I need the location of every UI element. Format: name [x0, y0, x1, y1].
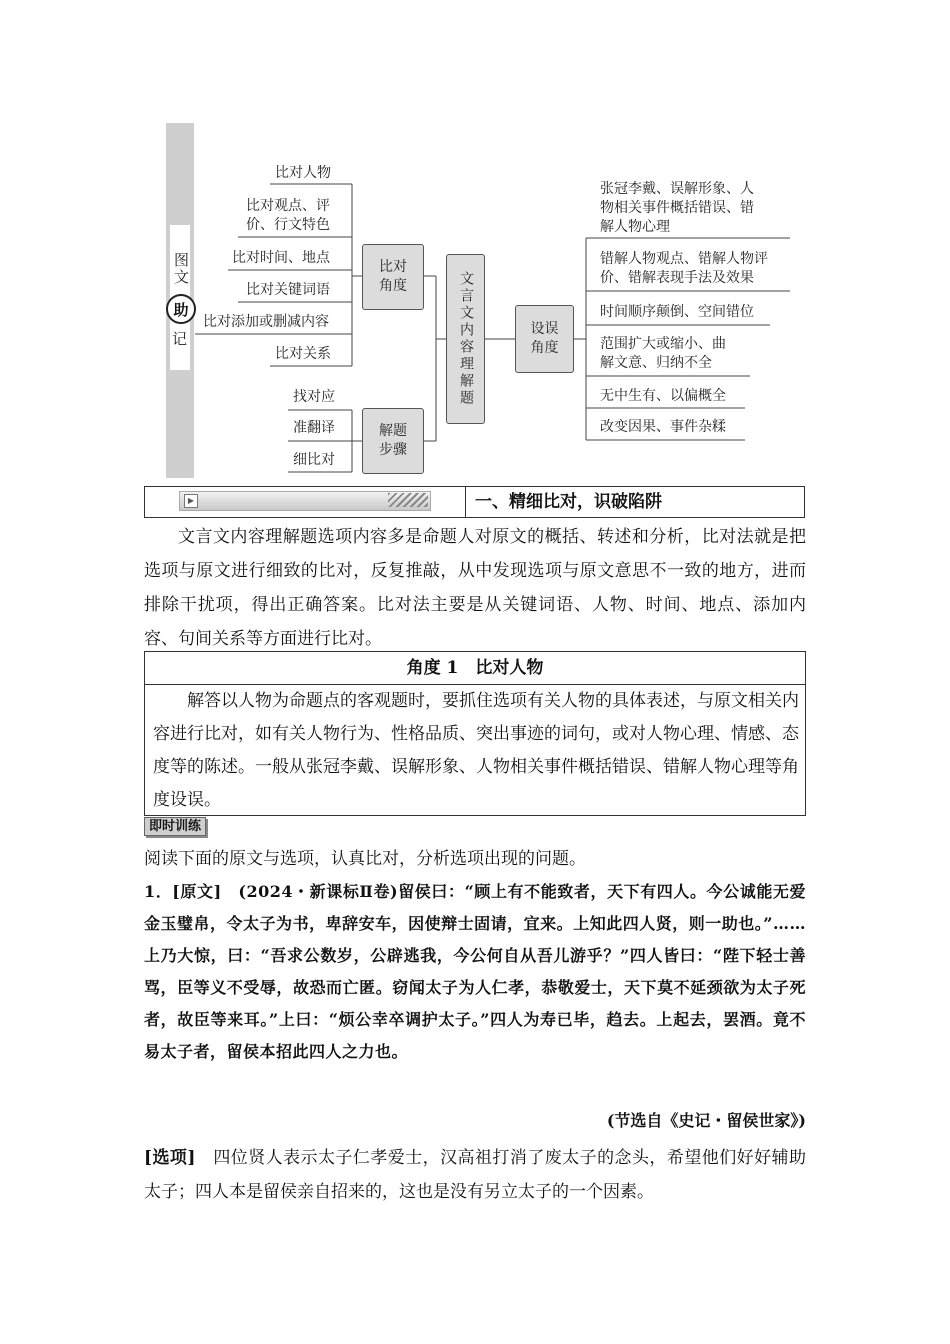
- mindmap-connectors: [0, 0, 950, 500]
- mindmap-left-item-6: 比对关系: [275, 346, 331, 362]
- mindmap-right-item-1c: 解人物心理: [600, 219, 670, 235]
- error-box-line1: 设误: [530, 321, 559, 337]
- compare-box-line1: 比对: [379, 259, 407, 275]
- hatch-pattern: [388, 493, 428, 507]
- mindmap-right-item-5: 无中生有、以偏概全: [600, 388, 726, 404]
- angle-box-title: 角度 1 比对人物: [145, 652, 805, 685]
- mindmap-left-item-2a: 比对观点、评: [246, 198, 330, 214]
- mindmap-center-box: [446, 254, 485, 424]
- instruction: 阅读下面的原文与选项，认真比对，分析选项出现的问题。: [144, 849, 586, 869]
- q1-source: (节选自《史记・留侯世家》): [606, 1111, 806, 1130]
- steps-box-line1: 解题: [379, 423, 407, 439]
- mindmap-error-box: [515, 305, 574, 373]
- angle-box-body: 解答以人物为命题点的客观题时，要抓住选项有关人物的具体表述，与原文相关内容进行比对，如有关人物行为、性格品质、突出事迹的词句，或对人物心理、情感、态度等的陈述。一般从张冠李戴、误解形象、人物相关事件概括错误、错解人物心理等角度设误。: [153, 691, 799, 810]
- mindmap-left-item-2b: 价、行文特色: [246, 217, 330, 233]
- section-header: [144, 486, 805, 518]
- mindmap-side-label-bottom: 记: [172, 330, 188, 348]
- mindmap-right-item-2a: 错解人物观点、错解人物评: [600, 251, 768, 267]
- q1-text: 留侯曰：“顾上有不能致者，天下有四人。今公诚能无爱金玉璧帛，令太子为书，卑辞安车，因使辩士固请，宜来。上知此四人贤，则一助也。”……上乃大惊，曰：“吾求公数岁，公辟逃我，今公何自从吾儿游乎？”四人皆曰：“陛下轻士善骂，臣等义不受辱，故恐而亡匿。窃闻太子为人仁孝，恭敬爱士，天下莫不延颈欲为太子死者，故臣等来耳。”上曰：“烦公幸卒调护太子。”四人为寿已毕，趋去。上起去，罢酒。竟不易太子者，留侯本招此四人之力也。: [144, 882, 806, 1061]
- mindmap-right-item-1a: 张冠李戴、误解形象、人: [600, 181, 754, 197]
- mindmap-right-item-6: 改变因果、事件杂糅: [600, 419, 726, 435]
- angle-box: [144, 651, 806, 816]
- intro-paragraph: 文言文内容理解题选项内容多是命题人对原文的概括、转述和分析，比对法就是把选项与原文进行细致的比对，反复推敲，从中发现选项与原文意思不一致的地方，进而排除干扰项，得出正确答案。比对法主要是从关键词语、人物、时间、地点、添加内容、句间关系等方面进行比对。: [144, 527, 806, 649]
- mindmap-right-item-1b: 物相关事件概括错误、错: [600, 200, 754, 216]
- practice-tag: 即时训练: [144, 817, 206, 836]
- mindmap-left-item-3: 比对时间、地点: [232, 250, 330, 266]
- q1-option-text: 四位贤人表示太子仁孝爱士，汉高祖打消了废太子的念头，希望他们好好辅助太子；四人本是留侯亲自招来的，这也是没有另立太子的一个因素。: [144, 1148, 806, 1202]
- mindmap-steps-box: [362, 408, 424, 474]
- mindmap-side-label-top: 图文: [172, 252, 190, 286]
- mindmap-right-item-4b: 解文意、归纳不全: [600, 355, 712, 371]
- mindmap-center-label: 文言文内容理解题: [458, 271, 474, 407]
- section-header-bar: [179, 491, 431, 511]
- section-title: 一、精细比对，识破陷阱: [475, 492, 662, 512]
- mindmap-compare-box: [362, 244, 424, 310]
- q1-prefix: 1．[原文] (2024・新课标Ⅱ卷): [144, 882, 399, 901]
- q1-option-label: [选项]: [144, 1148, 196, 1168]
- mindmap-right-item-2b: 价、错解表现手法及效果: [600, 270, 754, 286]
- mindmap-step-2: 准翻译: [293, 420, 335, 436]
- mindmap-side-label-circle: 助: [173, 300, 189, 319]
- compare-box-line2: 角度: [379, 278, 407, 294]
- mindmap-step-1: 找对应: [293, 389, 335, 405]
- mindmap-left-item-5: 比对添加或删减内容: [203, 314, 329, 330]
- mindmap-step-3: 细比对: [293, 452, 335, 468]
- mindmap-right-item-4a: 范围扩大或缩小、曲: [600, 336, 726, 352]
- mindmap-left-item-4: 比对关键词语: [246, 282, 330, 298]
- question-1: [144, 876, 806, 1068]
- q1-option: [144, 1141, 806, 1209]
- steps-box-line2: 步骤: [379, 442, 407, 458]
- mindmap-left-item-1: 比对人物: [275, 165, 331, 181]
- mindmap-right-item-3: 时间顺序颠倒、空间错位: [600, 304, 754, 320]
- play-icon: ▶: [184, 494, 198, 508]
- error-box-line2: 角度: [530, 340, 559, 356]
